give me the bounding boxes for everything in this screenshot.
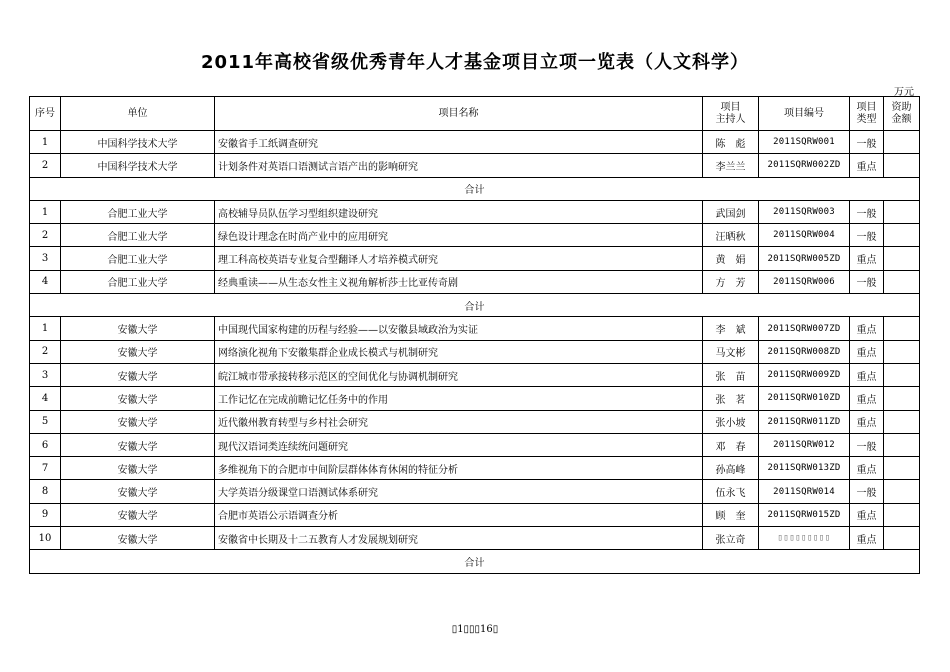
project-code-cell: 2011SQRW001 bbox=[759, 131, 850, 154]
project-type-cell: 重点 bbox=[850, 247, 884, 270]
project-name-cell: 近代徽州教育转型与乡村社会研究 bbox=[215, 410, 703, 433]
host-cell: 张小坡 bbox=[703, 410, 759, 433]
project-type-cell: 重点 bbox=[850, 363, 884, 386]
project-name-cell: 合肥市英语公示语调查分析 bbox=[215, 503, 703, 526]
fund-cell bbox=[884, 503, 920, 526]
project-type-cell: 一般 bbox=[850, 480, 884, 503]
project-code-cell: 2011SQRW007ZD bbox=[759, 317, 850, 340]
host-cell: 孙高峰 bbox=[703, 457, 759, 480]
project-type-cell: 一般 bbox=[850, 433, 884, 456]
project-code-cell: 2011SQRW011ZD bbox=[759, 410, 850, 433]
seq-cell: 4 bbox=[30, 387, 61, 410]
fund-cell bbox=[884, 270, 920, 293]
fund-cell bbox=[884, 363, 920, 386]
seq-cell: 1 bbox=[30, 317, 61, 340]
project-name-cell: 大学英语分级课堂口语测试体系研究 bbox=[215, 480, 703, 503]
project-type-cell: 重点 bbox=[850, 317, 884, 340]
unit-cell: 合肥工业大学 bbox=[61, 224, 215, 247]
host-cell: 顾 奎 bbox=[703, 503, 759, 526]
unit-cell: 安徽大学 bbox=[61, 480, 215, 503]
table-row bbox=[30, 457, 920, 480]
project-code-cell: 2011SQRW006 bbox=[759, 270, 850, 293]
host-cell: 黄 娟 bbox=[703, 247, 759, 270]
unit-cell: 合肥工业大学 bbox=[61, 247, 215, 270]
table-row bbox=[30, 317, 920, 340]
seq-cell: 7 bbox=[30, 457, 61, 480]
host-cell: 李兰兰 bbox=[703, 154, 759, 177]
table-row bbox=[30, 363, 920, 386]
project-code-cell: ▯▯▯▯▯▯▯▯▯ bbox=[759, 527, 850, 550]
unit-cell: 合肥工业大学 bbox=[61, 200, 215, 223]
table-row bbox=[30, 503, 920, 526]
host-cell: 邓 春 bbox=[703, 433, 759, 456]
header-fund: 资助 金额 bbox=[884, 97, 920, 131]
project-code-cell: 2011SQRW009ZD bbox=[759, 363, 850, 386]
project-name-cell: 中国现代国家构建的历程与经验——以安徽县域政治为实证 bbox=[215, 317, 703, 340]
table-row bbox=[30, 247, 920, 270]
project-code-cell: 2011SQRW014 bbox=[759, 480, 850, 503]
unit-cell: 安徽大学 bbox=[61, 387, 215, 410]
project-name-cell: 网络演化视角下安徽集群企业成长模式与机制研究 bbox=[215, 340, 703, 363]
header-row bbox=[30, 97, 920, 131]
seq-cell: 1 bbox=[30, 131, 61, 154]
fund-cell bbox=[884, 131, 920, 154]
seq-cell: 1 bbox=[30, 200, 61, 223]
project-name-cell: 经典重读——从生态女性主义视角解析莎士比亚传奇剧 bbox=[215, 270, 703, 293]
seq-cell: 9 bbox=[30, 503, 61, 526]
unit-cell: 合肥工业大学 bbox=[61, 270, 215, 293]
table-row bbox=[30, 270, 920, 293]
table-row bbox=[30, 480, 920, 503]
host-cell: 李 斌 bbox=[703, 317, 759, 340]
seq-cell: 2 bbox=[30, 154, 61, 177]
project-code-cell: 2011SQRW003 bbox=[759, 200, 850, 223]
table-row bbox=[30, 224, 920, 247]
project-type-cell: 重点 bbox=[850, 340, 884, 363]
project-type-cell: 重点 bbox=[850, 527, 884, 550]
project-name-cell: 计划条件对英语口语测试言语产出的影响研究 bbox=[215, 154, 703, 177]
project-type-cell: 一般 bbox=[850, 224, 884, 247]
project-name-cell: 工作记忆在完成前瞻记忆任务中的作用 bbox=[215, 387, 703, 410]
project-code-cell: 2011SQRW005ZD bbox=[759, 247, 850, 270]
subtotal-row bbox=[30, 294, 920, 317]
project-name-cell: 理工科高校英语专业复合型翻译人才培养模式研究 bbox=[215, 247, 703, 270]
unit-cell: 中国科学技术大学 bbox=[61, 131, 215, 154]
project-type-cell: 重点 bbox=[850, 503, 884, 526]
table-row bbox=[30, 527, 920, 550]
project-table bbox=[29, 96, 920, 574]
header-host: 项目 主持人 bbox=[703, 97, 759, 131]
unit-label: 万元 bbox=[894, 87, 914, 98]
seq-cell: 2 bbox=[30, 224, 61, 247]
subtotal-row bbox=[30, 550, 920, 573]
host-cell: 张 苗 bbox=[703, 363, 759, 386]
seq-cell: 3 bbox=[30, 363, 61, 386]
project-code-cell: 2011SQRW012 bbox=[759, 433, 850, 456]
unit-cell: 安徽大学 bbox=[61, 457, 215, 480]
fund-cell bbox=[884, 480, 920, 503]
header-name: 项目名称 bbox=[215, 97, 703, 131]
project-name-cell: 多维视角下的合肥市中间阶层群体体育休闲的特征分析 bbox=[215, 457, 703, 480]
project-code-cell: 2011SQRW013ZD bbox=[759, 457, 850, 480]
table-row bbox=[30, 200, 920, 223]
fund-cell bbox=[884, 154, 920, 177]
host-cell: 武国剑 bbox=[703, 200, 759, 223]
fund-cell bbox=[884, 433, 920, 456]
project-name-cell: 安徽省中长期及十二五教育人才发展规划研究 bbox=[215, 527, 703, 550]
page-footer: ▯1▯▯▯16▯ bbox=[451, 624, 499, 635]
host-cell: 汪晒秋 bbox=[703, 224, 759, 247]
seq-cell: 8 bbox=[30, 480, 61, 503]
project-name-cell: 皖江城市带承接转移示范区的空间优化与协调机制研究 bbox=[215, 363, 703, 386]
seq-cell: 6 bbox=[30, 433, 61, 456]
seq-cell: 5 bbox=[30, 410, 61, 433]
unit-cell: 安徽大学 bbox=[61, 317, 215, 340]
fund-cell bbox=[884, 224, 920, 247]
seq-cell: 10 bbox=[30, 527, 61, 550]
page-title: 2011年高校省级优秀青年人才基金项目立项一览表（人文科学） bbox=[200, 52, 750, 73]
header-seq: 序号 bbox=[30, 97, 61, 131]
project-type-cell: 一般 bbox=[850, 200, 884, 223]
host-cell: 张 茗 bbox=[703, 387, 759, 410]
project-type-cell: 重点 bbox=[850, 154, 884, 177]
unit-cell: 中国科学技术大学 bbox=[61, 154, 215, 177]
table-row bbox=[30, 433, 920, 456]
unit-cell: 安徽大学 bbox=[61, 340, 215, 363]
host-cell: 马文彬 bbox=[703, 340, 759, 363]
fund-cell bbox=[884, 200, 920, 223]
fund-cell bbox=[884, 410, 920, 433]
unit-cell: 安徽大学 bbox=[61, 410, 215, 433]
table-row bbox=[30, 340, 920, 363]
subtotal-label: 合计 bbox=[30, 294, 920, 317]
subtotal-row bbox=[30, 177, 920, 200]
fund-cell bbox=[884, 247, 920, 270]
table-row bbox=[30, 410, 920, 433]
host-cell: 伍永飞 bbox=[703, 480, 759, 503]
project-type-cell: 一般 bbox=[850, 131, 884, 154]
seq-cell: 2 bbox=[30, 340, 61, 363]
fund-cell bbox=[884, 317, 920, 340]
table-row bbox=[30, 154, 920, 177]
seq-cell: 4 bbox=[30, 270, 61, 293]
project-name-cell: 绿色设计理念在时尚产业中的应用研究 bbox=[215, 224, 703, 247]
project-code-cell: 2011SQRW008ZD bbox=[759, 340, 850, 363]
project-name-cell: 现代汉语词类连续统问题研究 bbox=[215, 433, 703, 456]
subtotal-label: 合计 bbox=[30, 550, 920, 573]
table-body bbox=[30, 131, 920, 574]
project-code-cell: 2011SQRW015ZD bbox=[759, 503, 850, 526]
unit-cell: 安徽大学 bbox=[61, 433, 215, 456]
host-cell: 方 芳 bbox=[703, 270, 759, 293]
host-cell: 陈 彪 bbox=[703, 131, 759, 154]
project-type-cell: 重点 bbox=[850, 457, 884, 480]
header-type: 项目 类型 bbox=[850, 97, 884, 131]
fund-cell bbox=[884, 340, 920, 363]
project-name-cell: 安徽省手工纸调查研究 bbox=[215, 131, 703, 154]
fund-cell bbox=[884, 457, 920, 480]
project-type-cell: 重点 bbox=[850, 387, 884, 410]
unit-cell: 安徽大学 bbox=[61, 363, 215, 386]
project-code-cell: 2011SQRW010ZD bbox=[759, 387, 850, 410]
project-name-cell: 高校辅导员队伍学习型组织建设研究 bbox=[215, 200, 703, 223]
table-row bbox=[30, 131, 920, 154]
fund-cell bbox=[884, 387, 920, 410]
unit-cell: 安徽大学 bbox=[61, 503, 215, 526]
table-row bbox=[30, 387, 920, 410]
seq-cell: 3 bbox=[30, 247, 61, 270]
project-type-cell: 一般 bbox=[850, 270, 884, 293]
host-cell: 张立奇 bbox=[703, 527, 759, 550]
project-code-cell: 2011SQRW002ZD bbox=[759, 154, 850, 177]
project-code-cell: 2011SQRW004 bbox=[759, 224, 850, 247]
header-unit: 单位 bbox=[61, 97, 215, 131]
fund-cell bbox=[884, 527, 920, 550]
project-type-cell: 重点 bbox=[850, 410, 884, 433]
unit-cell: 安徽大学 bbox=[61, 527, 215, 550]
header-code: 项目编号 bbox=[759, 97, 850, 131]
subtotal-label: 合计 bbox=[30, 177, 920, 200]
